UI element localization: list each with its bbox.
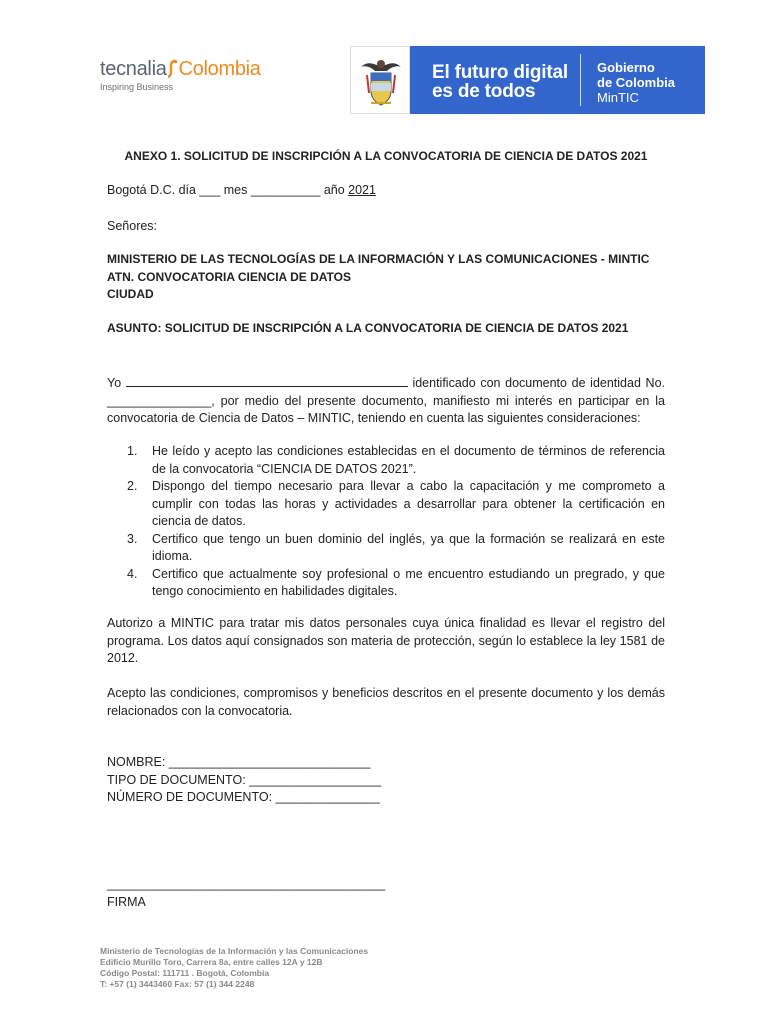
intro-rest: identificado con documento de identidad No. _______________, por medio del presente documento, manifiesto mi interés en participar en la convocatoria de Ciencia de Datos – MINTIC, teniendo en cuenta las siguientes consideraciones: <box>107 376 666 425</box>
signature-block <box>107 876 665 911</box>
list-item-number: 2. <box>127 479 138 493</box>
gov-name-line1: Gobierno <box>597 60 655 75</box>
list-item-number: 1. <box>127 444 138 458</box>
list-item <box>107 566 665 601</box>
document-title: ANEXO 1. SOLICITUD DE INSCRIPCIÓN A LA CONVOCATORIA DE CIENCIA DE DATOS 2021 <box>124 149 648 163</box>
footer-line1: Ministerio de Tecnologías de la Información y las Comunicaciones <box>100 946 369 956</box>
recipient-line3: CIUDAD <box>107 287 154 301</box>
tecnalia-logo <box>100 58 261 92</box>
date-prefix: Bogotá D.C. día ___ mes __________ año <box>107 183 349 197</box>
personal-fields <box>107 754 665 807</box>
signature-line[interactable]: ________________________________________ <box>107 877 386 891</box>
acceptance-paragraph: Acepto las condiciones, compromisos y beneficios descritos en el presente documento y los demás relacionados con la convocatoria. <box>107 686 665 718</box>
name-field[interactable]: NOMBRE: _____________________________ <box>107 755 371 769</box>
page-footer <box>100 946 368 990</box>
gov-banner <box>350 46 705 114</box>
gov-slogan <box>410 46 580 114</box>
footer-line4: T: +57 (1) 3443460 Fax: 57 (1) 344 2248 <box>100 979 255 989</box>
salutation: Señores: <box>107 219 158 233</box>
list-item-text: Certifico que actualmente soy profesional o me encuentro estudiando un pregrado, y que tengo conocimiento en habilidades digitales. <box>152 566 665 598</box>
tecnalia-country: Colombia <box>178 58 261 80</box>
list-item-text: Certifico que tengo un buen dominio del inglés, ya que la formación se realizará en este idioma. <box>152 531 665 563</box>
document-type-field[interactable]: TIPO DE DOCUMENTO: ___________________ <box>107 772 382 787</box>
recipient-block <box>107 251 665 304</box>
colombia-coat-of-arms-icon <box>350 46 410 114</box>
document-number-field[interactable]: NÚMERO DE DOCUMENTO: _______________ <box>107 790 380 804</box>
intro-yo: Yo <box>107 376 122 390</box>
gov-name-line2: de Colombia <box>597 75 676 90</box>
tecnalia-swoosh-icon <box>168 59 178 79</box>
list-item <box>107 478 665 531</box>
intro-paragraph <box>107 373 665 428</box>
considerations-list <box>107 443 665 601</box>
date-year: 2021 <box>348 183 376 197</box>
list-item <box>107 443 665 478</box>
page-header <box>0 0 770 130</box>
authorization-paragraph: Autorizo a MINTIC para tratar mis datos personales cuya única finalidad es llevar el registro del programa. Los datos aquí consignados son materia de protección, según lo establece la ley 1581 de 2012. <box>107 616 665 665</box>
recipient-line2: ATN. CONVOCATORIA CIENCIA DE DATOS <box>107 269 352 284</box>
list-item-number: 4. <box>127 566 138 581</box>
footer-line2: Edificio Murillo Toro, Carrera 8a, entre calles 12A y 12B <box>100 957 323 967</box>
gov-name-line3: MinTIC <box>597 90 639 105</box>
tecnalia-wordmark: tecnalia <box>100 58 167 80</box>
signature-label: FIRMA <box>107 894 146 909</box>
subject-line: ASUNTO: SOLICITUD DE INSCRIPCIÓN A LA CONVOCATORIA DE CIENCIA DE DATOS 2021 <box>107 321 629 335</box>
tecnalia-tagline: Inspiring Business <box>100 82 174 92</box>
recipient-line1: MINISTERIO DE LAS TECNOLOGÍAS DE LA INFORMACIÓN Y LAS COMUNICACIONES - MINTIC <box>107 252 650 266</box>
gov-slogan-line2: es de todos <box>432 81 536 102</box>
list-item-number: 3. <box>127 531 138 546</box>
footer-line3: Código Postal: 111711 . Bogotá, Colombia <box>100 968 270 978</box>
list-item-text: Dispongo del tiempo necesario para llevar a cabo la capacitación y me comprometo a cumplir con todas las horas y actividades a desarrollar para obtener la certificación en ciencia de datos. <box>152 479 665 528</box>
gov-name <box>581 46 675 114</box>
list-item-text: He leído y acepto las condiciones establecidas en el documento de términos de referencia de la convocatoria “CIENCIA DE DATOS 2021”. <box>152 444 665 476</box>
gov-slogan-line1: El futuro digital <box>432 62 568 83</box>
list-item <box>107 531 665 566</box>
date-line <box>107 182 665 200</box>
name-blank-line <box>126 373 408 387</box>
